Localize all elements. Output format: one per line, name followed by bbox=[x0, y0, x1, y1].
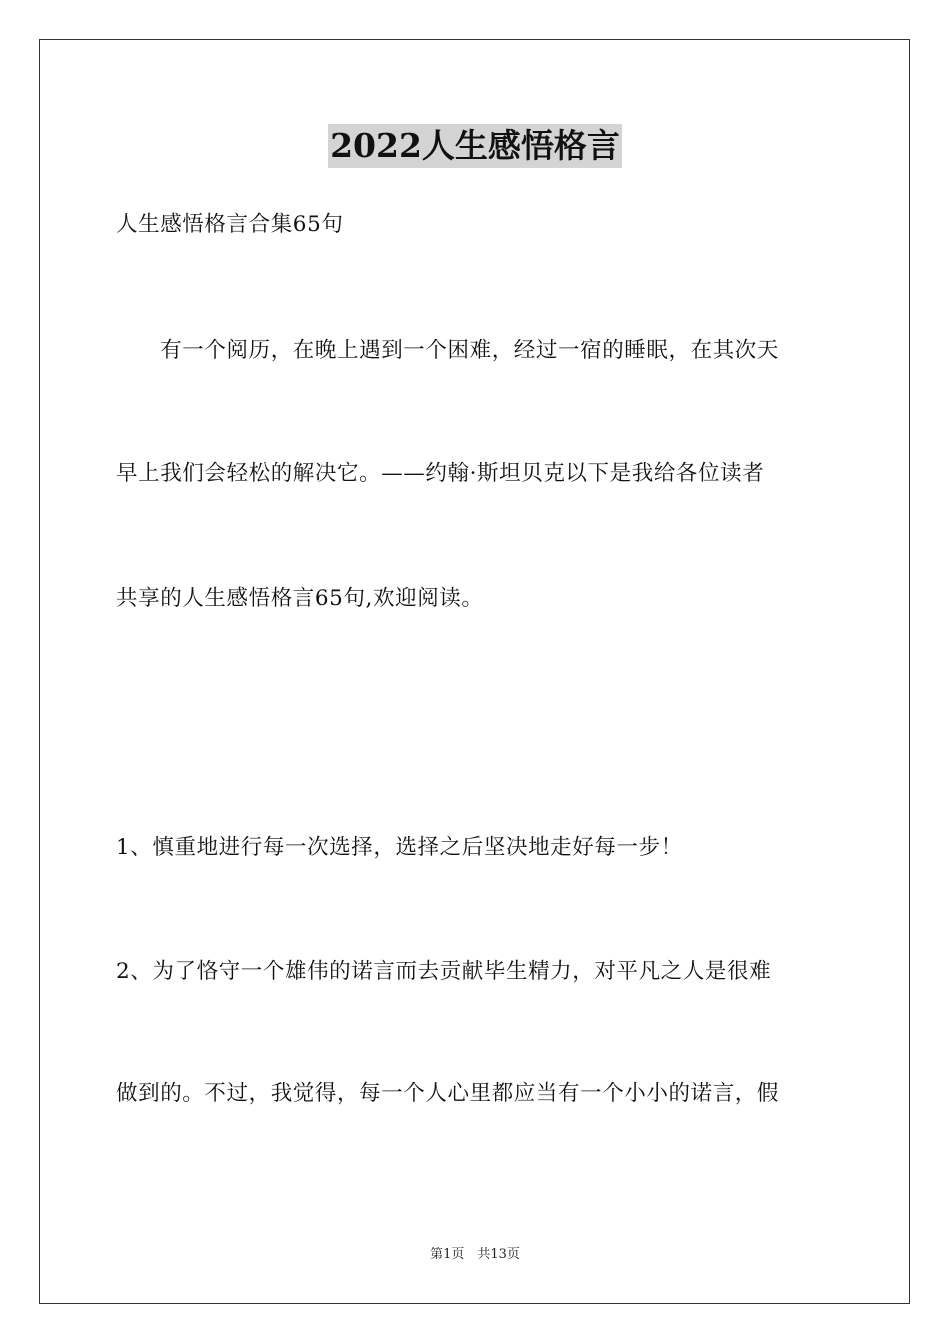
item-line-1: 1、慎重地进行每一次选择，选择之后坚决地走好每一步！ bbox=[116, 835, 683, 860]
document-subtitle: 人生感悟格言合集65句 bbox=[116, 212, 344, 237]
title-container bbox=[0, 124, 950, 168]
item-line-3: 做到的。不过，我觉得，每一个人心里都应当有一个小小的诺言，假 bbox=[116, 1081, 780, 1106]
document-title: 2022人生感悟格言 bbox=[328, 124, 622, 168]
intro-line-2: 早上我们会轻松的解决它。——约翰·斯坦贝克以下是我给各位读者 bbox=[116, 461, 765, 486]
intro-line-3: 共享的人生感悟格言65句,欢迎阅读。 bbox=[116, 586, 484, 611]
page-footer: 第1页 共13页 bbox=[430, 1247, 520, 1262]
intro-line-1: 有一个阅历，在晚上遇到一个困难，经过一宿的睡眠，在其次天 bbox=[116, 338, 780, 363]
item-line-2: 2、为了恪守一个雄伟的诺言而去贡献毕生精力，对平凡之人是很难 bbox=[116, 959, 772, 984]
